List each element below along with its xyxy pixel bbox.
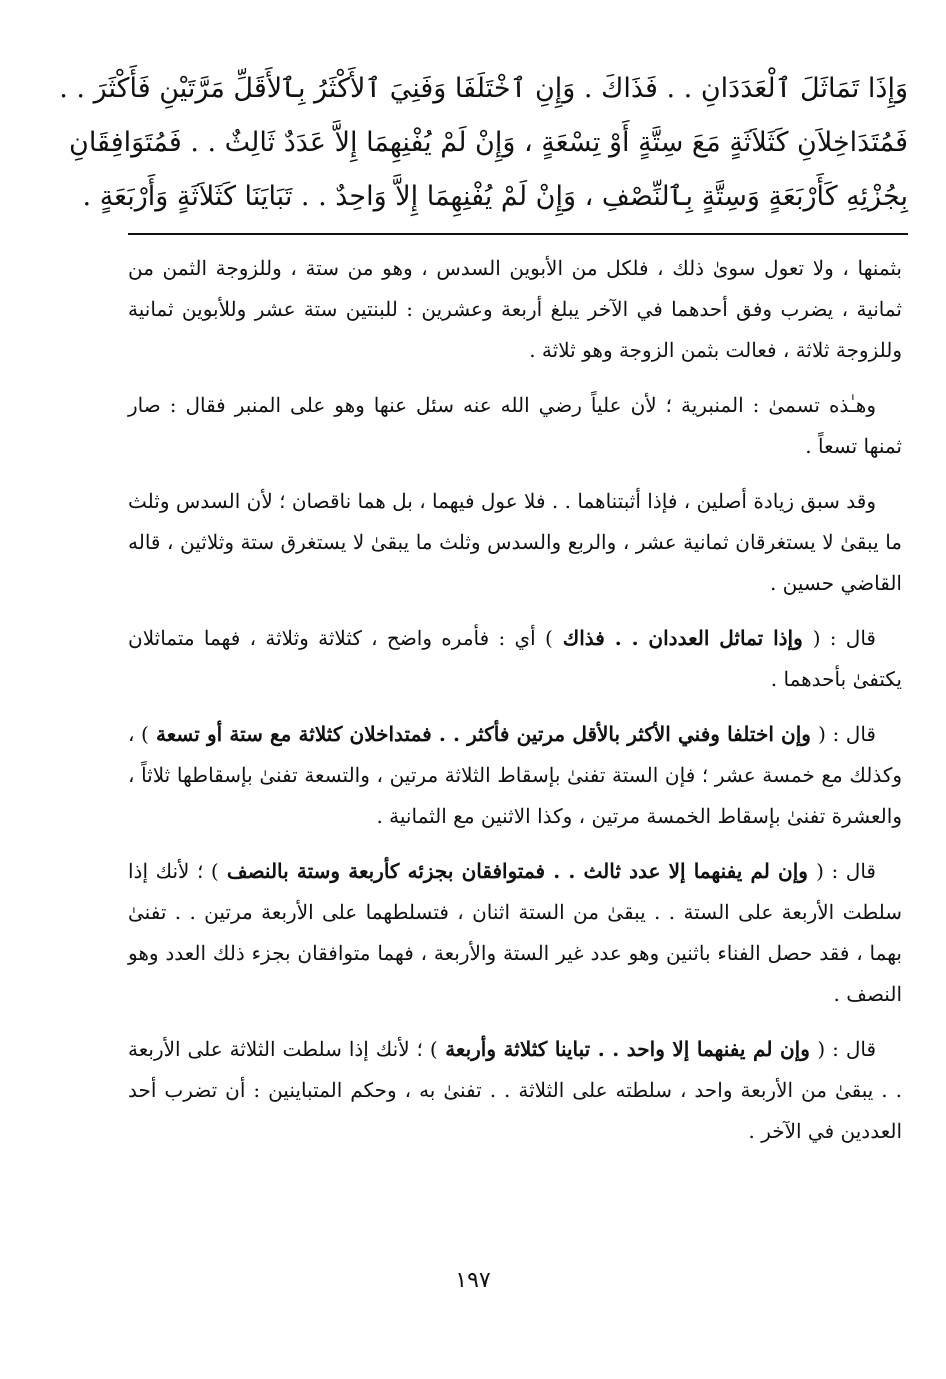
commentary-paragraph-2: وهـٰذه تسمىٰ : المنبرية ؛ لأن علياً رضي الله عنه سئل عنها وهو على المنبر فقال : صار ثمنها تسعاً . [128, 393, 902, 458]
commentary-text: ) ، وكذلك مع خمسة عشر ؛ فإن الستة تفنىٰ بإسقاط الثلاثة مرتين ، والتسعة تفنىٰ بإسقاطها ثلاثاً ، والعشرة تفنىٰ بإسقاط الخمسة مرتين ، وكذا الاثنين مع الثمانية . [128, 722, 902, 828]
quoted-matn: وإن لم يفنهما إلا عدد ثالث . . فمتوافقان بجزئه كأربعة وستة بالنصف [218, 859, 817, 883]
matn-line-1: وَإِذَا تَمَاثَلَ ٱلْعَدَدَانِ . . فَذَاكَ . وَإِنِ ٱخْتَلَفَا وَفَنِيَ ٱلأَكْثَرُ بِٱلأَقَلِّ مَرَّتَيْنِ فَأَكْثَرَ . . [59, 73, 908, 104]
commentary-text-block [128, 248, 902, 1166]
qala-prefix: قال : ( [816, 859, 876, 883]
commentary-paragraph-3: وقد سبق زيادة أصلين ، فإذا أثبتناهما . . فلا عول فيهما ، بل هما ناقصان ؛ لأن السدس وثلث ما يبقىٰ لا يستغرقان ثمانية عشر ، والربع والسدس وثلث ما يبقىٰ لا يستغرق ستة وثلاثين ، قاله القاضي حسين . [128, 489, 902, 595]
separator-rule [128, 233, 908, 235]
matn-text-block [59, 62, 908, 224]
commentary-paragraph-1: بثمنها ، ولا تعول سوىٰ ذلك ، فلكل من الأبوين السدس ، وهو من ستة ، وللزوجة الثمن من ثمانية ، يضرب وفق أحدهما في الآخر يبلغ أربعة وعشرين : للبنتين ستة عشر وللأبوين ثمانية وللزوجة ثلاثة ، فعالت بثمن الزوجة وهو ثلاثة . [128, 256, 903, 362]
qala-prefix: قال : ( [812, 626, 876, 650]
commentary-text: ) ؛ لأنك إذا سلطت الثلاثة على الأربعة . . يبقىٰ من الأربعة واحد ، سلطته على الثلاثة . . تفنىٰ به ، وحكم المتباينين : أن تضرب أحد العددين في الآخر . [128, 1037, 902, 1143]
commentary-paragraph-7 [128, 1029, 902, 1152]
commentary-paragraph-5 [128, 714, 902, 837]
qala-prefix: قال : ( [818, 722, 876, 746]
commentary-paragraph-4 [128, 618, 902, 700]
commentary-paragraph-6 [128, 851, 902, 1015]
quoted-matn: وإن اختلفا وفني الأكثر بالأقل مرتين فأكثر . . فمتداخلان كثلاثة مع ستة أو تسعة [148, 722, 819, 746]
matn-line-2: فَمُتَدَاخِلاَنِ كَثَلاَثَةٍ مَعَ سِتَّةٍ أَوْ تِسْعَةٍ ، وَإِنْ لَمْ يُفْنِهِمَا إِلاَّ عَدَدٌ ثَالِثٌ . . فَمُتَوَافِقَانِ [69, 127, 908, 158]
commentary-text: ) ؛ لأنك إذا سلطت الأربعة على الستة . . يبقىٰ من الستة اثنان ، فتسلطهما على الأربعة مرتين . . تفنىٰ بهما ، فقد حصل الفناء باثنين وهو عدد غير الستة والأربعة ، فهما متوافقان بجزء ذلك العدد وهو النصف . [128, 859, 902, 1006]
commentary-text: ) أي : فأمره واضح ، كثلاثة وثلاثة ، فهما متماثلان يكتفىٰ بأحدهما . [128, 626, 902, 691]
page-number: ١٩٧ [455, 1268, 491, 1293]
quoted-matn: وإن لم يفنهما إلا واحد . . تباينا كثلاثة وأربعة [437, 1037, 818, 1061]
quoted-matn: وإذا تماثل العددان . . فذاك [552, 626, 813, 650]
qala-prefix: قال : ( [817, 1037, 877, 1061]
matn-line-3: بِجُزْئِهِ كَأَرْبَعَةٍ وَسِتَّةٍ بِٱلنِّصْفِ ، وَإِنْ لَمْ يُفْنِهِمَا إِلاَّ وَاحِدٌ . . تَبَايَنَا كَثَلاَثَةٍ وَأَرْبَعَةٍ . [82, 181, 908, 212]
